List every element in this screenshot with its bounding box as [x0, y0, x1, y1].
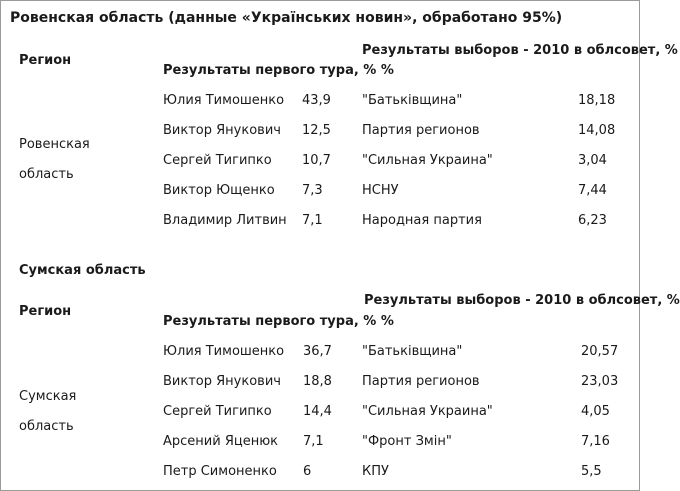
party-percent: 14,08 [578, 123, 616, 138]
party-percent: 23,03 [581, 374, 619, 389]
candidate-percent: 10,7 [302, 153, 331, 168]
party-percent: 3,04 [578, 153, 607, 168]
council-results-header: Результаты выборов - 2010 в облсовет, % [364, 293, 680, 308]
party-percent: 4,05 [581, 404, 610, 419]
region-name-line1: Ровенская [19, 137, 90, 152]
candidate-name: Юлия Тимошенко [163, 93, 285, 108]
party-name: "Батьківщина" [362, 93, 463, 108]
candidate-percent: 43,9 [302, 93, 331, 108]
region-header: Регион [19, 53, 72, 68]
party-name: НСНУ [362, 183, 399, 198]
party-name: "Сильная Украина" [362, 153, 493, 168]
candidate-name: Владимир Литвин [163, 213, 287, 228]
region-name-line1: Сумская [19, 389, 77, 404]
candidate-percent: 7,1 [303, 434, 324, 449]
candidate-percent: 6 [303, 464, 312, 479]
party-name: Партия регионов [362, 123, 480, 138]
party-name: "Батьківщина" [362, 344, 463, 359]
party-name: Народная партия [362, 213, 482, 228]
party-percent: 7,44 [578, 183, 607, 198]
candidate-name: Виктор Янукович [163, 123, 281, 138]
party-percent: 6,23 [578, 213, 607, 228]
candidate-percent: 7,1 [302, 213, 323, 228]
region-name-line2: область [19, 167, 74, 182]
section-title-sumy: Сумская область [19, 263, 146, 278]
candidate-name: Арсений Яценюк [163, 434, 278, 449]
first-round-header: Результаты первого тура, % % [163, 314, 394, 329]
party-percent: 18,18 [578, 93, 616, 108]
candidate-name: Сергей Тигипко [163, 153, 272, 168]
party-percent: 20,57 [581, 344, 619, 359]
region-name-line2: область [19, 419, 74, 434]
party-name: "Фронт Змін" [362, 434, 452, 449]
candidate-percent: 12,5 [302, 123, 331, 138]
candidate-percent: 7,3 [302, 183, 323, 198]
first-round-header: Результаты первого тура, % % [163, 63, 394, 78]
candidate-percent: 36,7 [303, 344, 332, 359]
region-header: Регион [19, 304, 72, 319]
section-title-rivne: Ровенская область (данные «Українських новин», обработано 95%) [10, 10, 563, 26]
candidate-percent: 14,4 [303, 404, 332, 419]
candidate-name: Петр Симоненко [163, 464, 277, 479]
party-name: "Сильная Украина" [362, 404, 493, 419]
party-name: Партия регионов [362, 374, 480, 389]
candidate-name: Виктор Янукович [163, 374, 281, 389]
party-name: КПУ [362, 464, 389, 479]
candidate-percent: 18,8 [303, 374, 332, 389]
party-percent: 5,5 [581, 464, 602, 479]
candidate-name: Сергей Тигипко [163, 404, 272, 419]
candidate-name: Виктор Ющенко [163, 183, 275, 198]
party-percent: 7,16 [581, 434, 610, 449]
candidate-name: Юлия Тимошенко [163, 344, 285, 359]
council-results-header: Результаты выборов - 2010 в облсовет, % [362, 43, 678, 58]
